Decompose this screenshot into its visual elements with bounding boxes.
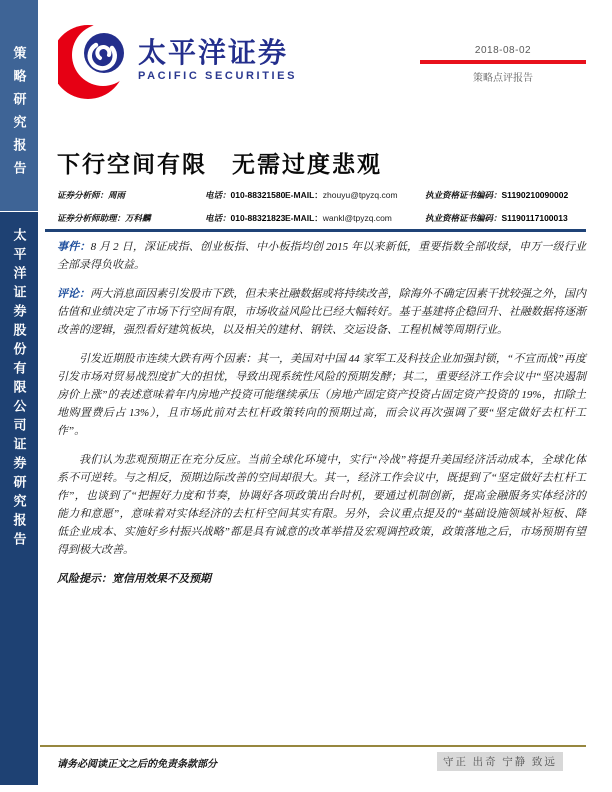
analyst-role: 证券分析师助理：万科麟 [57,212,151,223]
email-label: E-MAIL： [285,189,323,200]
footer-divider [40,745,586,747]
sidebar-company-label: 太平洋证券股份有限公司证券研究报告 [11,228,27,551]
brand-block [138,38,297,82]
analyst-row [57,183,586,206]
phone-label: 电话： [205,212,231,223]
header-meta [420,45,586,84]
event-paragraph [57,238,586,274]
analyst-email [285,189,425,201]
event-label: 事件： [57,241,91,253]
body-paragraph: 我们认为悲观预期正在充分反应。当前全球化环境中，实行“冷战”将提升美国经济活动成本，全球化体系不可逆转。与之相反，预期边际改善的空间却很大。其一，经济工作会议中，既提到了“坚定做好去杠杆工作”，也谈到了“把握好力度和节奏，协调好各项政策出台时机，要通过机制创新，提高金融服务实体经济的能力和意愿”，意味着对实体经济的去杠杆空间其实有限。另外，会议重点提及的“基础设施领域补短板、降低企业成本、实施好乡村振兴战略”都是具有诚意的改革举措及宏观调控政策，政策落地之后，市场预期有望得到极大改善。 [57,454,586,556]
footer-motto: 守正 出奇 宁静 致远 [437,752,563,771]
event-text: 8 月 2 日，深证成指、创业板指、中小板指均创 2015 年以来新低，重要指数全部收绿，申万一级行业全部录得负收益。 [57,241,587,271]
page-title: 下行空间有限 无需过度悲观 [57,152,382,177]
phone-label: 电话： [205,189,231,200]
sidebar-category-band [0,0,38,211]
email-value: wankl@tpyzq.com [322,212,392,223]
analyst-cert [425,212,586,224]
report-body [57,238,586,599]
cert-label: 执业资格证书编码： [425,189,502,200]
analyst-cert [425,189,586,201]
risk-warning: 风险提示：宽信用效果不及预期 [57,573,211,585]
section-divider [45,229,586,232]
header-red-divider [420,60,586,64]
email-value: zhouyu@tpyzq.com [322,189,398,200]
analyst-table [57,183,586,229]
footer-disclaimer: 请务必阅读正文之后的免责条款部分 [57,759,217,770]
logo-swirl-icon [58,23,132,101]
brand-name-cn: 太平洋证券 [138,37,289,68]
report-type-label: 策略点评报告 [473,73,533,84]
brand-name-en: PACIFIC SECURITIES [138,70,298,83]
cert-value: S1190117100013 [501,212,568,223]
analyst-phone [205,189,285,201]
analyst-row [57,206,586,229]
sidebar-category-label: 策略研究报告 [11,46,27,184]
company-logo [58,23,132,101]
comment-text: 两大消息面因素引发股市下跌，但未来社融数据或将持续改善，除海外不确定因素干扰较强之外，国内估值和业绩决定了市场下行空间有限，市场收益风险比已经大幅转好。基于基建将企稳回升、社融数据将逐渐改善的逻辑，强烈看好建筑板块，以及相关的建材、钢铁、交运设备、工程机械等周期行业。 [57,288,587,336]
cert-label: 执业资格证书编码： [425,212,502,223]
body-paragraph: 引发近期股市连续大跌有两个因素：其一，美国对中国 44 家军工及科技企业加强封锁，“不宣而战”再度引发市场对贸易战烈度扩大的担忧，导致出现系统性风险的预期发酵；其二，重要经济工作会议中“坚决遏制房价上涨”的表述意味着年内房地产投资可能继续承压（房地产固定资产投资占固定资产投资的 19%，扣除土地购置费后占 13%），且市场此前对去杠杆政策转向的预期过高，而会议再次强调了要“坚定做好去杠杆工作”。 [57,353,586,437]
analyst-phone [205,212,285,224]
analyst-email [285,212,425,224]
phone-value: 010-88321580 [230,189,286,200]
cert-value: S1190210090002 [501,189,569,200]
analyst-role: 证券分析师：周雨 [57,189,126,200]
phone-value: 010-88321823 [230,212,286,223]
sidebar-company-band [0,212,38,785]
comment-paragraph [57,285,586,339]
report-date: 2018-08-02 [474,45,532,56]
comment-label: 评论： [57,288,91,300]
email-label: E-MAIL： [285,212,323,223]
